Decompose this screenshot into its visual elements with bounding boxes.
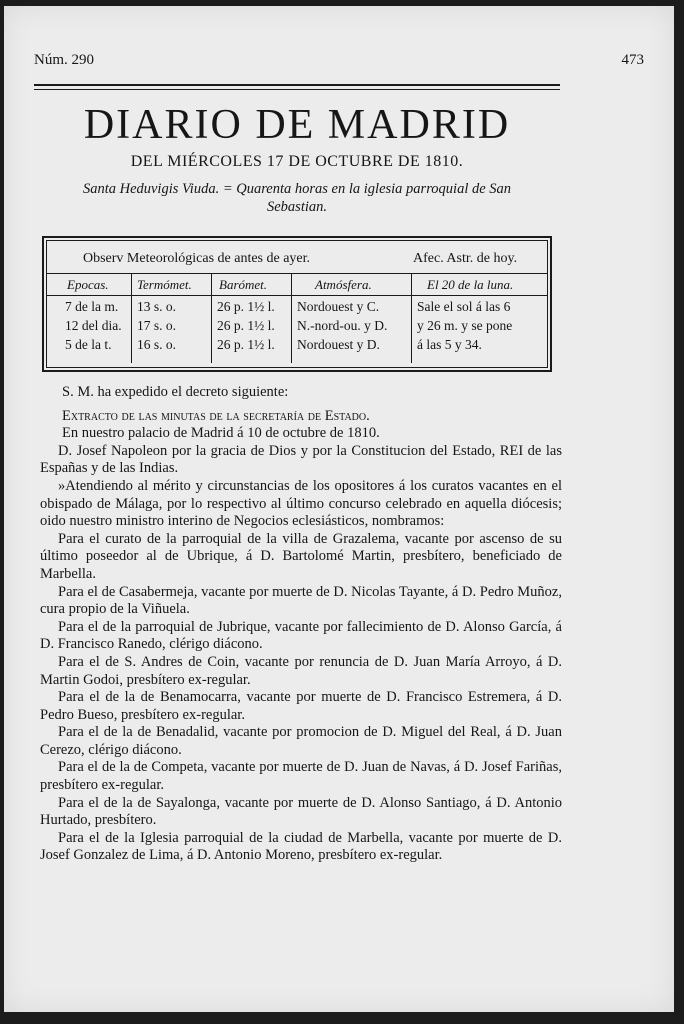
paragraph: Para el de S. Andres de Coin, vacante por renuncia de D. Juan María Arroyo, á D. Martin Godoi, presbítero ex-regular. xyxy=(40,653,562,688)
col-header-luna: El 20 de la luna. xyxy=(427,277,514,292)
column-divider xyxy=(211,273,212,363)
newspaper-page xyxy=(4,6,674,1012)
page-header xyxy=(34,52,644,72)
row-2-barometro: 26 p. 1½ l. xyxy=(217,318,275,333)
paragraph: »Atendiendo al mérito y circunstancias de los opositores á los curatos vacantes en el obispado de Málaga, por lo respectivo al último concurso celebrado en aquella diócesis; oido nuestro ministro interino de Negocios eclesiásticos, nombramos: xyxy=(40,477,562,530)
divider xyxy=(47,273,547,274)
astro-line-2: y 26 m. y se pone xyxy=(417,318,513,333)
paragraph: Para el de la de Benadalid, vacante por promocion de D. Miguel del Real, á D. Juan Cerezo, clérigo diácono. xyxy=(40,724,562,758)
paragraph: Para el de la de Competa, vacante por muerte de D. Juan de Navas, á D. Josef Fariñas, presbítero ex-regular. xyxy=(40,759,562,794)
row-3-epoca: 5 de la t. xyxy=(65,337,112,352)
col-header-termometro: Termómet. xyxy=(137,277,192,292)
divider xyxy=(47,295,547,296)
row-1-epoca: 7 de la m. xyxy=(65,299,119,314)
saints-of-day: Santa Heduvigis Viuda. = Quarenta horas en la iglesia parroquial de San Sebastian. xyxy=(82,181,512,215)
row-1-barometro: 26 p. 1½ l. xyxy=(217,299,275,314)
paragraph: Para el de la de Benamocarra, vacante por muerte de D. Francisco Estremera, á D. Pedro Bueso, presbítero ex-regular. xyxy=(40,689,562,723)
king-title: D. Josef Napoleon por la gracia de Dios y por la Constitucion del Estado, REI de las Españas y de las Indias. xyxy=(40,442,562,477)
newspaper-title: DIARIO DE MADRID xyxy=(83,102,511,148)
row-2-atmosfera: N.-nord-ou. y D. xyxy=(297,318,388,333)
column-divider xyxy=(131,273,132,363)
row-1-termometro: 13 s. o. xyxy=(137,299,177,314)
row-1-atmosfera: Nordouest y C. xyxy=(297,299,380,314)
extract-heading: Extracto de las minutas de la secretaría de Estado. xyxy=(62,407,370,424)
astro-line-3: á las 5 y 34. xyxy=(417,337,482,352)
page-number: 473 xyxy=(621,52,644,68)
col-header-atmosfera: Atmósfera. xyxy=(315,277,372,292)
col-header-barometro: Barómet. xyxy=(219,277,268,292)
col-header-epocas: Epocas. xyxy=(67,277,109,292)
issue-number: Núm. 290 xyxy=(34,52,94,68)
paragraph: Para el de la de Sayalonga, vacante por muerte de D. Alonso Santiago, á D. Antonio Hurtado, presbítero. xyxy=(40,794,562,829)
place-date: En nuestro palacio de Madrid á 10 de octubre de 1810. xyxy=(62,425,380,442)
paragraph: Para el de la parroquial de Jubrique, vacante por fallecimiento de D. Alonso García, á D. Francisco Ranedo, clérigo diácono. xyxy=(40,618,562,653)
weather-table xyxy=(42,236,552,372)
paragraph: Para el de Casabermeja, vacante por muerte de D. Nicolas Tayante, á D. Pedro Muñoz, cura propio de la Viñuela. xyxy=(40,583,562,618)
row-2-epoca: 12 del dia. xyxy=(65,318,122,333)
issue-date: DEL MIÉRCOLES 17 DE OCTUBRE DE 1810. xyxy=(130,153,464,170)
row-3-termometro: 16 s. o. xyxy=(137,337,177,352)
column-divider xyxy=(291,273,292,363)
row-3-barometro: 26 p. 1½ l. xyxy=(217,337,275,352)
astro-line-1: Sale el sol á las 6 xyxy=(417,299,511,314)
article-intro: S. M. ha expedido el decreto siguiente: xyxy=(62,384,289,400)
weather-title: Observ Meteorológicas de antes de ayer. xyxy=(83,251,311,266)
row-2-termometro: 17 s. o. xyxy=(137,318,177,333)
astro-title: Afec. Astr. de hoy. xyxy=(413,251,518,266)
row-3-atmosfera: Nordouest y D. xyxy=(297,337,380,352)
paragraph: Para el curato de la parroquial de la villa de Grazalema, vacante por ascenso de su último poseedor al de Ubrique, á D. Bartolomé Martin, presbítero, beneficiado de Marbella. xyxy=(40,530,562,582)
paragraph: Para el de la Iglesia parroquial de la ciudad de Marbella, vacante por muerte de D. Josef Gonzalez de Lima, á D. Antonio Moreno, presbítero ex-regular. xyxy=(40,829,562,864)
top-rule xyxy=(34,84,560,90)
column-divider xyxy=(411,273,412,363)
article-body xyxy=(40,384,562,865)
